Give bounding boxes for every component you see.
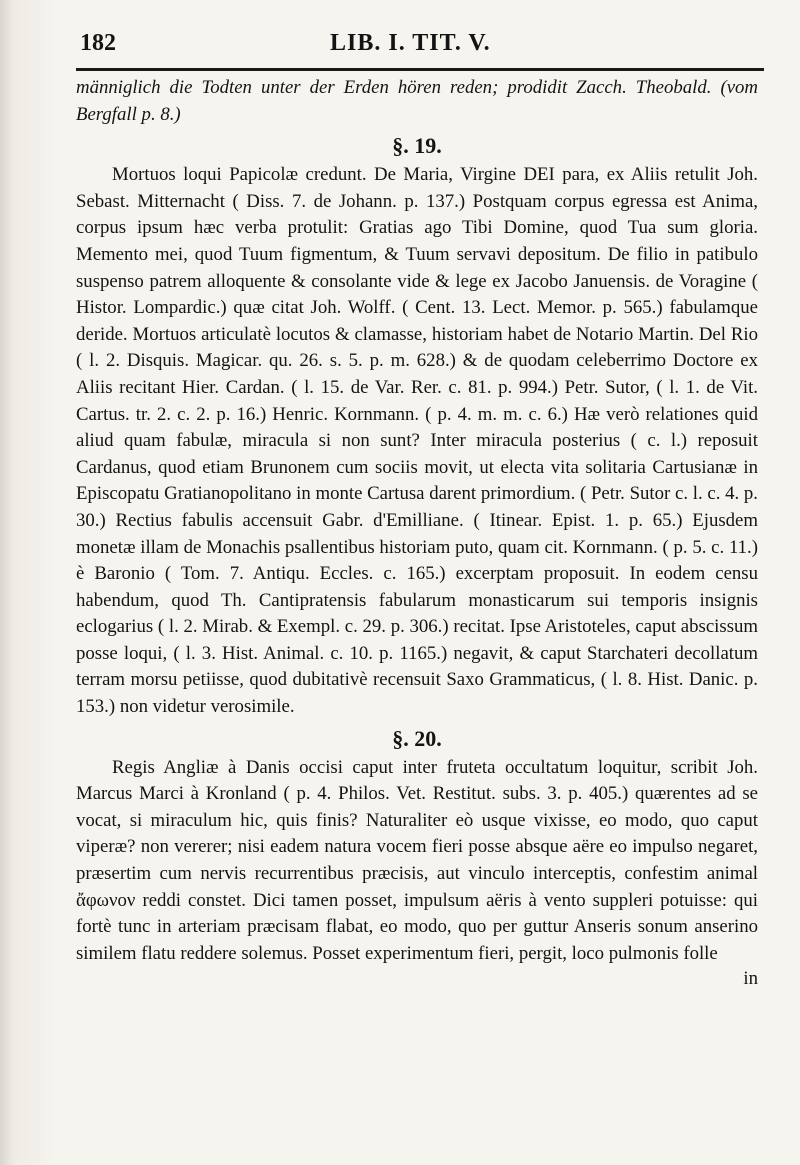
section-heading-19: §. 19. xyxy=(392,133,442,159)
catchword: in xyxy=(743,968,758,990)
header-rule xyxy=(76,68,764,71)
running-head xyxy=(76,30,758,64)
section-20-text: Regis Angliæ à Danis occisi caput inter fruteta occultatum loquitur, scribit Joh. Marcus Marci à Kronland ( p. 4. Philos. Vet. Restitut. subs. 3. p. 405.) quærentes ad se vocat, si miraculum hic, quis finis? Naturaliter eò usque vixisse, eo modo, quo caput viperæ? non vererer; nisi eadem natura vocem fieri posse absque aëre eo impulso negaret, præsertim cum nervis recurrentibus præcisis, aut vinculo interceptis, confestim animal ἄφωνον reddi constet. Dici tamen posset, impulsum aëris à vento suppleri potuisse: qui fortè tunc in arteriam præcisam flabat, eo modo, quo per guttur Anseris sonum anserino similem flatu reddere solemus. Posset experimentum fieri, pergit, loco pulmonis folle xyxy=(76,756,758,964)
page-number: 182 xyxy=(80,30,116,56)
continuation-text: männiglich die Todten unter der Erden hören reden; prodidit Zacch. Theobald. (vom Bergfall p. 8.) xyxy=(76,77,758,125)
section-heading-20: §. 20. xyxy=(392,725,442,751)
section-19-text: Mortuos loqui Papicolæ credunt. De Maria, Virgine DEI para, ex Aliis retulit Joh. Sebast. Mitternacht ( Diss. 7. de Johann. p. 137.) Postquam corpus egressa est Anima, corpus ipsum hæc verba protulit: Gratias ago Tibi Domine, quod Tua sum gloria. Memento mei, quod Tuum figmentum, & Tuum servavi depositum. De filio in patibulo suspenso patrem alloquente & consolante vide & lege ex Jacobo Januensis. de Voragine ( Histor. Lompardic.) quæ citat Joh. Wolff. ( Cent. 13. Lect. Memor. p. 565.) fabulamque deride. Mortuos articulatè locutos & clamasse, historiam habet de Notario Martin. Del Rio ( l. 2. Disquis. Magicar. qu. 26. s. 5. p. m. 628.) & de quodam celeberrimo Doctore ex Aliis recitant Hier. Cardan. ( l. 15. de Var. Rer. c. 81. p. 994.) Petr. Sutor, ( l. 1. de Vit. Cartus. tr. 2. c. 2. p. 16.) Henric. Kornmann. ( p. 4. m. m. c. 6.) Hæ verò relationes quid aliud quam fabulæ, miracula si non sunt? Inter miracula posterius ( c. l.) reposuit Cardanus, quod etiam Brunonem cum sociis movit, ut electa vita solitaria Cartusianæ in Episcopatu Gratianopolitano in monte Cartusa darent primordium. ( Petr. Sutor c. l. c. 4. p. 30.) Rectius fabulis accensuit Gabr. d'Emilliane. ( Itinear. Epist. 1. p. 65.) Ejusdem monetæ illam de Monachis psallentibus historiam puto, quam cit. Kornmann. ( p. 5. c. 11.) è Baronio ( Tom. 7. Antiqu. Eccles. c. 165.) excerptam proposuit. In eodem censu habendum, quod Th. Cantipratensis fabularum monasticarum sui temporis insignis eclogarius ( l. 2. Mirab. & Exempl. c. 29. p. 306.) recitat. Ipse Aristoteles, caput abscissum posse loqui, ( l. 3. Hist. Animal. c. 10. p. 1165.) negavit, & caput Starchateri decollatum terram morsu petiisse, quod dubitativè recensuit Saxo Grammaticus, ( l. 8. Hist. Danic. p. 153.) non videtur verosimile. xyxy=(76,164,758,718)
running-title: LIB. I. TIT. V. xyxy=(330,30,491,56)
